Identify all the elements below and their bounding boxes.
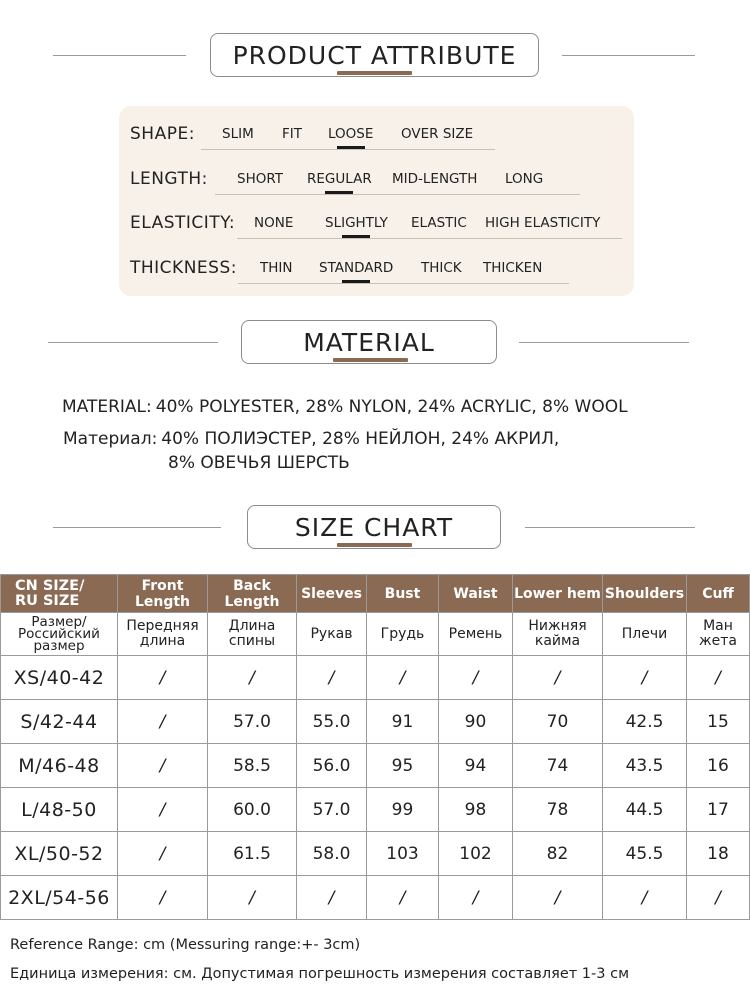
- table-cell: 60.0: [208, 788, 297, 832]
- table-cell: 17: [687, 788, 750, 832]
- header-ru-cell: [687, 613, 750, 656]
- attr-option: THICK: [421, 260, 462, 276]
- table-cell: 61.5: [208, 832, 297, 876]
- material-ru-label: Материал:: [63, 429, 158, 449]
- material-ru-line: [63, 429, 559, 449]
- table-cell: 43.5: [603, 744, 687, 788]
- header-ru-line: Длина: [228, 618, 276, 634]
- header-ru-line: Плечи: [621, 625, 668, 642]
- table-row: [1, 656, 750, 700]
- table-cell: /: [367, 656, 439, 700]
- table-cell: 95: [367, 744, 439, 788]
- table-row: [1, 700, 750, 744]
- header-cell: Bust: [367, 575, 439, 613]
- table-cell: 45.5: [603, 832, 687, 876]
- table-cell: 103: [367, 832, 439, 876]
- table-cell: /: [118, 656, 208, 700]
- material-title: MATERIAL: [303, 327, 435, 357]
- header-ru-cell: [118, 613, 208, 656]
- table-row: [1, 832, 750, 876]
- header-ru-cell: [439, 613, 513, 656]
- table-cell: 57.0: [208, 700, 297, 744]
- header-ru-cell: [603, 613, 687, 656]
- attr-label: SHAPE:: [130, 124, 195, 144]
- table-row: [1, 788, 750, 832]
- table-cell: 56.0: [297, 744, 367, 788]
- reference-note-ru: Единица измерения: см. Допустимая погрешность измерения составляет 1-3 см: [10, 966, 630, 982]
- table-cell: /: [208, 656, 297, 700]
- table-cell: /: [603, 876, 687, 920]
- header-cell: Sleeves: [297, 575, 367, 613]
- size-label-cell: XS/40-42: [1, 656, 118, 700]
- table-row: [1, 744, 750, 788]
- table-cell: /: [687, 656, 750, 700]
- attr-option: MID-LENGTH: [392, 171, 478, 187]
- header-ru-line: Российский: [18, 626, 100, 642]
- attr-underline: [201, 149, 495, 150]
- table-cell: 44.5: [603, 788, 687, 832]
- attr-label: ELASTICITY:: [130, 213, 236, 233]
- header-line: CN SIZE/: [15, 577, 85, 594]
- table-cell: 42.5: [603, 700, 687, 744]
- header-cell: Back Length: [208, 575, 297, 613]
- header-cell: [1, 575, 118, 613]
- attr-option: SHORT: [237, 171, 283, 187]
- reference-note-en: Reference Range: cm (Messuring range:+- 3cm): [10, 937, 361, 953]
- header-ru-line: Рукав: [310, 625, 353, 642]
- attr-label: THICKNESS:: [130, 258, 237, 278]
- attr-row-shape: [119, 118, 634, 158]
- header-ru-line: спины: [228, 633, 276, 649]
- attr-option-selected: REGULAR: [307, 171, 372, 187]
- size-label-cell: S/42-44: [1, 700, 118, 744]
- table-header-en: [1, 575, 750, 613]
- divider-left: [53, 527, 221, 528]
- title-accent-bar: [333, 358, 408, 362]
- table-cell: 58.5: [208, 744, 297, 788]
- size-title: SIZE CHART: [294, 512, 454, 542]
- material-en-line: [62, 397, 628, 417]
- table-cell: 94: [439, 744, 513, 788]
- attr-option: ELASTIC: [411, 215, 467, 231]
- table-cell: 55.0: [297, 700, 367, 744]
- table-cell: /: [603, 656, 687, 700]
- material-en-value: 40% POLYESTER, 28% NYLON, 24% ACRYLIC, 8% WOOL: [155, 397, 628, 417]
- table-cell: /: [208, 876, 297, 920]
- header-ru-line: Передняя: [126, 618, 199, 634]
- table-cell: 74: [513, 744, 603, 788]
- title-accent-bar: [337, 71, 412, 75]
- size-chart-table: [0, 574, 750, 920]
- attr-underline: [238, 283, 569, 284]
- header-ru-cell: [297, 613, 367, 656]
- attr-option-selected: SLIGHTLY: [325, 215, 388, 231]
- divider-left: [48, 342, 218, 343]
- attr-underline: [237, 238, 622, 239]
- attr-option: LONG: [505, 171, 544, 187]
- attr-row-length: [119, 163, 634, 203]
- attr-option: NONE: [254, 215, 294, 231]
- table-cell: /: [513, 656, 603, 700]
- divider-right: [519, 342, 689, 343]
- divider-right: [525, 527, 695, 528]
- attribute-section-header: [0, 33, 750, 79]
- attr-option: OVER SIZE: [401, 126, 474, 142]
- table-cell: 58.0: [297, 832, 367, 876]
- divider-right: [562, 55, 695, 56]
- table-cell: /: [439, 656, 513, 700]
- size-label-cell: 2XL/54-56: [1, 876, 118, 920]
- header-ru-line: Ремень: [448, 625, 503, 642]
- header-cell: Shoulders: [603, 575, 687, 613]
- header-ru-cell: [513, 613, 603, 656]
- title-accent-bar: [337, 543, 412, 547]
- header-cell: Front Length: [118, 575, 208, 613]
- attr-option-selected: LOOSE: [328, 126, 374, 142]
- material-en-label: MATERIAL:: [62, 397, 152, 417]
- attr-option: SLIM: [222, 126, 254, 142]
- table-cell: 102: [439, 832, 513, 876]
- attribute-title: PRODUCT ATTRIBUTE: [232, 40, 517, 70]
- table-cell: /: [118, 832, 208, 876]
- header-ru-line: Ман: [703, 618, 733, 634]
- header-ru-line: Нижняя: [528, 618, 587, 634]
- header-ru-cell: [208, 613, 297, 656]
- attr-option-selected: STANDARD: [319, 260, 394, 276]
- header-ru-line: кайма: [534, 633, 581, 649]
- attr-underline: [215, 194, 580, 195]
- header-cell: Cuff: [687, 575, 750, 613]
- header-ru-line: Размер/: [31, 614, 87, 630]
- attr-option: THIN: [260, 260, 293, 276]
- table-cell: 18: [687, 832, 750, 876]
- size-section-header: [0, 505, 750, 551]
- table-cell: /: [118, 700, 208, 744]
- table-cell: 82: [513, 832, 603, 876]
- table-cell: /: [297, 876, 367, 920]
- attr-option: HIGH ELASTICITY: [485, 215, 601, 231]
- table-cell: 98: [439, 788, 513, 832]
- table-cell: /: [513, 876, 603, 920]
- size-rows: [1, 656, 750, 920]
- size-label-cell: XL/50-52: [1, 832, 118, 876]
- attr-row-thickness: [119, 252, 634, 292]
- table-cell: 70: [513, 700, 603, 744]
- header-cell: Waist: [439, 575, 513, 613]
- attr-label: LENGTH:: [130, 169, 208, 189]
- table-cell: 78: [513, 788, 603, 832]
- table-cell: 16: [687, 744, 750, 788]
- table-cell: /: [687, 876, 750, 920]
- attribute-panel: [119, 106, 634, 296]
- material-ru-value-2: 8% ОВЕЧЬЯ ШЕРСТЬ: [168, 453, 350, 473]
- table-cell: 57.0: [297, 788, 367, 832]
- table-cell: /: [118, 744, 208, 788]
- table-row: [1, 876, 750, 920]
- material-section-header: [0, 320, 750, 366]
- table-cell: /: [118, 876, 208, 920]
- header-line: RU SIZE: [15, 592, 80, 609]
- header-ru-line: размер: [33, 638, 85, 654]
- material-ru-value: 40% ПОЛИЭСТЕР, 28% НЕЙЛОН, 24% АКРИЛ,: [161, 429, 560, 449]
- size-label-cell: L/48-50: [1, 788, 118, 832]
- table-cell: 90: [439, 700, 513, 744]
- header-ru-line: жета: [699, 633, 737, 649]
- header-ru-line: длина: [139, 633, 186, 649]
- header-ru-cell: [367, 613, 439, 656]
- table-header-ru: [1, 613, 750, 656]
- table-cell: /: [439, 876, 513, 920]
- header-ru-cell: [1, 613, 118, 656]
- attr-option: THICKEN: [483, 260, 543, 276]
- table-cell: /: [297, 656, 367, 700]
- header-cell: Lower hem: [513, 575, 603, 613]
- size-label-cell: M/46-48: [1, 744, 118, 788]
- table-cell: /: [367, 876, 439, 920]
- table-cell: /: [118, 788, 208, 832]
- attr-row-elasticity: [119, 207, 634, 247]
- table-cell: 15: [687, 700, 750, 744]
- table-cell: 99: [367, 788, 439, 832]
- divider-left: [53, 55, 186, 56]
- material-ru-line-2: [168, 453, 350, 473]
- table-cell: 91: [367, 700, 439, 744]
- header-ru-line: Грудь: [380, 625, 425, 642]
- attr-option: FIT: [282, 126, 302, 142]
